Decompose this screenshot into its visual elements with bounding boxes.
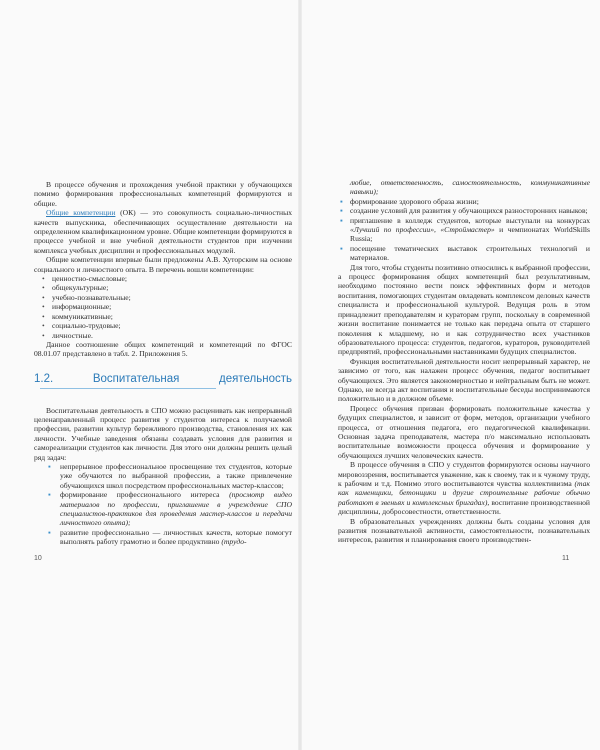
worldview-text-end: , воспитание производственной дисциплины, добросовестности, ответственности. <box>338 497 590 517</box>
intro-paragraph: В процессе обучения и прохождения учебной практики у обучающихся помимо формирования профессиональных компетенций формируются и общие. <box>34 180 292 208</box>
worldview-italic: (так как каменщики, бетонщики и другие строительные рабочие обычно работают в звеньях и комплексных бригадах) <box>338 479 590 507</box>
list-item <box>34 490 292 528</box>
item-text: посещение тематических выставок строительных технологий и материалов. <box>350 243 590 263</box>
list-item: • общекультурные; <box>34 283 292 292</box>
list-item <box>34 462 292 490</box>
left-page <box>0 0 298 750</box>
continued-italic: любие, ответственность, самостоятельность, коммуникативные навыки); <box>350 178 590 197</box>
general-competences-term: Общие компетенции <box>46 208 116 218</box>
worldview-text: В процессе обучения в СПО у студентов формируются основы научного мировоззрения, воспитывается уважение, как к своему, так и к чужому труду, к рабочим и т.д. Помимо этого воспитываются чувства коллективизма <box>338 460 590 488</box>
right-text-column <box>338 178 590 545</box>
khutorskoy-paragraph: Общие компетенции впервые были предложены А.В. Хуторским на основе социального и личностного опыта. В перечень вошли компетенции: <box>34 255 292 274</box>
list-item <box>338 197 590 206</box>
tasks-list <box>34 462 292 547</box>
worldview-paragraph <box>338 460 590 516</box>
item-text: формирование здорового образа жизни; <box>350 196 479 206</box>
positive-attitude-paragraph: Для того, чтобы студенты позитивно относились к выбранной профессии, а процесс формирования общих компетенций был результативным, необходимо постоянно вести поиск эффективных форм и методов воспитания, помогающих студентам овладевать комплексом деловых качеств специалиста и профессиональной культурой. Ведущая роль в этом принадлежит преподавателям и кураторам групп, поскольку в современной жизни воспитание понимается не только как передача опыта от старшего поколения к младшему, но и как сотрудничество всех участников образовательного процесса: студентов, педагогов, кураторов, руководителей предприятий, профессиональными наставниками будущих специалистов. <box>338 262 590 357</box>
task-text: непрерывное профессиональное просвещение тех студентов, которые уже обучаются по выбранной профессии, а также привлечение обучающихся школ посредством профессиональных мастер-классов; <box>60 461 292 490</box>
left-text-column <box>34 180 292 547</box>
list-item: • учебно-познавательные; <box>34 293 292 302</box>
list-item <box>338 244 590 263</box>
function-paragraph: Функция воспитательной деятельности носит непрерывный характер, не зависимо от того, как налажен процесс обучения, педагог воспитывает обучающихся. Это является закономерностью и нейтральным быть не может. Однако, не всегда акт воспитания и воспитательные беседы воспринимаются положительно и в должном объеме. <box>338 356 590 404</box>
task-text: развитие профессионально — личностных качеств, которые помогут выполнять работу грамотно и более продуктивно <box>60 527 292 547</box>
page-number-right: 11 <box>562 555 570 562</box>
general-competences-definition <box>34 208 292 255</box>
item-text: приглашение в колледж студентов, которые выступали на конкурсах <box>350 215 590 225</box>
list-item: • личностные. <box>34 331 292 340</box>
right-page <box>302 0 600 750</box>
list-item: • ценностно-смысловые; <box>34 274 292 283</box>
page-number-left: 10 <box>34 555 42 562</box>
section-heading-text: 1.2. Воспитательная деятельность <box>34 372 292 385</box>
list-item: • социально-трудовые; <box>34 321 292 330</box>
conditions-paragraph: В образовательных учреждениях должны быть созданы условия для развития познавательной активности, самостоятельности, познавательных интересов, развития и планирования своего производствен- <box>338 516 590 545</box>
task-italic: (просмотр видео материалов по профессии, приглашение в учреждение СПО специалистов-практиков для проведения мастер-классов и передачи личностного опыта); <box>60 490 292 528</box>
list-item: • коммуникативные; <box>34 312 292 321</box>
task-italic: (трудо- <box>221 537 247 547</box>
activities-list <box>338 197 590 263</box>
item-text-end: и чемпионатах WorldSkills Russia; <box>350 225 590 244</box>
learning-process-paragraph: Процесс обучения призван формировать положительные качества у будущих специалистов, и зависит от форм, методов, организации учебного процесса, от отношения педагога, его педагогической квалификации. Основная задача преподавателя, мастера п/о максимально использовать воспитательные возможности процесса обучения и формирование у обучающихся лучших человеческих качеств. <box>338 403 590 460</box>
continued-text <box>338 178 590 197</box>
item-text: создание условий для развития у обучающихся разносторонних навыков; <box>350 206 588 216</box>
fgos-paragraph: Данное соотношение общих компетенций и компетенций по ФГОС 08.01.07 представлено в табл. 2. Приложения 5. <box>34 339 292 359</box>
list-item: • информационные; <box>34 302 292 311</box>
item-italic: «Лучший по профессии», «Строймастер» <box>350 225 495 235</box>
competences-list <box>34 274 292 340</box>
list-item <box>338 216 590 244</box>
educational-activity-paragraph: Воспитательная деятельность в СПО можно расценивать как непрерывный целенаправленный процесс развития у студентов интереса к получаемой профессии, развитии культур бережливого производства, становления их как личности. Учебные заведения обязаны создавать условия для развития и самореализации студентов как личности. Для этого они должны решить целый ряд задач: <box>34 405 292 462</box>
task-text: формирование профессионального интереса <box>60 490 230 500</box>
section-heading <box>34 372 292 394</box>
list-item <box>338 206 590 215</box>
heading-rule <box>40 388 216 389</box>
general-competences-rest: (ОК) — это совокупность социально-личностных качеств выпускника, обеспечивающих осуществление деятельности на определенном квалификационном уровне. Общие компетенции формируются в процессе учебной и вне учебной деятельности студентов при изучении комплекса учебных дисциплин и профессиональных модулей. <box>34 208 293 255</box>
list-item <box>34 528 292 547</box>
